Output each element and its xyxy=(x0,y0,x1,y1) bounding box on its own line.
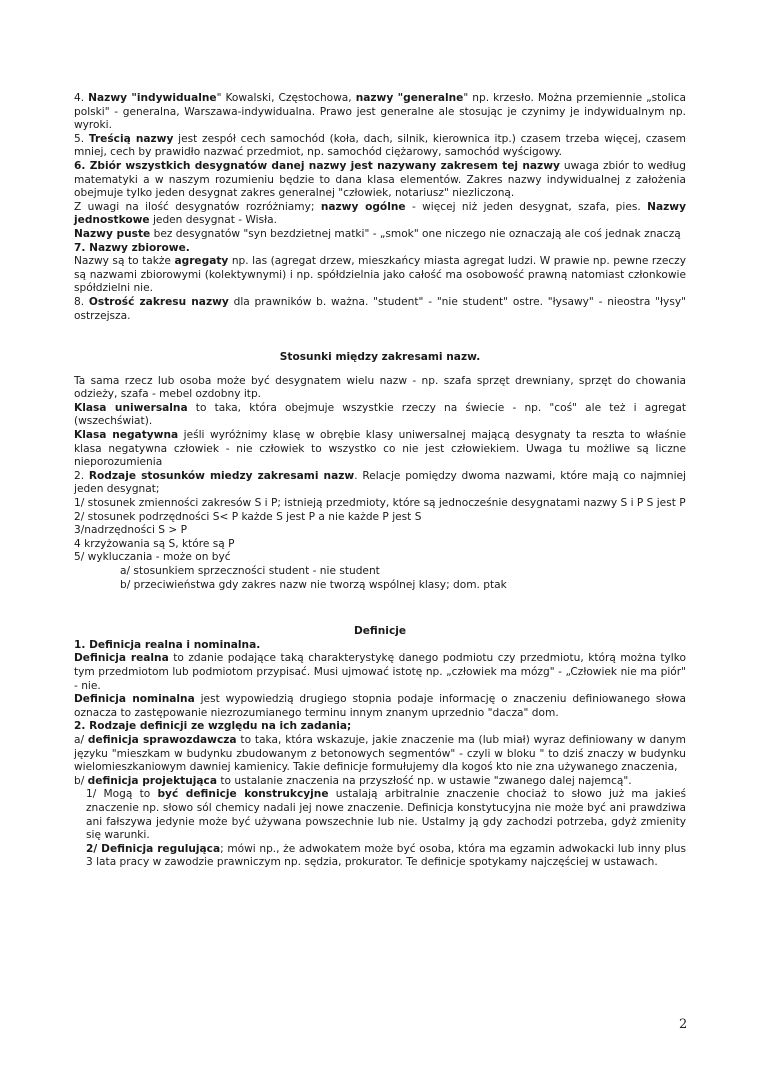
list-item: 2/ stosunek podrzędności S< P każde S jest P a nie każde P jest S xyxy=(74,510,422,523)
paragraph: b/ definicja projektująca to ustalanie znaczenia na przyszłość np. w ustawie "zwanego dalej najemcą". xyxy=(74,774,632,787)
list-item: 5/ wykluczania - może on być xyxy=(74,551,231,564)
document-page xyxy=(74,92,686,870)
subheading: 1. Definicja realna i nominalna. xyxy=(74,638,261,651)
subheading: 7. Nazwy zbiorowe. xyxy=(74,241,190,254)
paragraph: Z uwagi na ilość desygnatów rozróżniamy; nazwy ogólne - więcej niż jeden desygnat, szafa, pies. Nazwy jednostkowe jeden desygnat - Wisła. xyxy=(74,200,686,227)
paragraph: Nazwy są to także agregaty np. las (agregat drzew, mieszkańcy miasta agregat ludzi. W prawie np. pewne rzeczy są nazwami zbiorowymi (kolektywnymi) i np. spółdzielnia jako całość ma osobowość prawną natomiast członkowie spółdzielni nie. xyxy=(74,255,686,295)
list-subitem: a/ stosunkiem sprzeczności student - nie student xyxy=(120,565,380,577)
list-subitem: b/ przeciwieństwa gdy zakres nazw nie tworzą wspólnej klasy; dom. ptak xyxy=(120,578,507,591)
list-item: 1/ stosunek zmienności zakresów S i P; istnieją przedmioty, które są jednocześnie desygnatami nazwy S i P S jest P xyxy=(74,497,686,510)
paragraph: 1/ Mogą to być definicje konstrukcyjne ustalają arbitralnie znaczenie chociaż to słowo już ma jakieś znaczenie np. słowo sól chemicy nadali jej nowe znaczenie. Definicja konstytucyjna nie może być ani prawdziwa ani fałszywa jedynie może być używana powszechnie lub nie. Ustalmy ją gdy zachodzi potrzeba, gdyż zmienity się warunki. xyxy=(86,788,687,842)
list-item: 3/nadrzędności S > P xyxy=(74,524,187,537)
paragraph: Klasa negatywna jeśli wyróżnimy klasę w obrębie klasy uniwersalnej mającą desygnaty ta reszta to właśnie klasa negatywna człowiek - nie człowiek to wszystko co nie jest człowiekiem. Uwaga tu możliwe są liczne nieporozumienia xyxy=(74,429,686,469)
subheading: 2. Rodzaje definicji ze względu na ich zadania; xyxy=(74,720,352,733)
paragraph: 2/ Definicja regulująca; mówi np., że adwokatem może być osoba, która ma egzamin adwokacki lub inny plus 3 lata pracy w zawodzie prawniczym np. sędzia, prokurator. Te definicje spotykamy najczęściej w ustawach. xyxy=(86,842,686,869)
paragraph: Nazwy puste bez desygnatów "syn bezdzietnej matki" - „smok" one niczego nie oznaczają ale coś jednak znaczą xyxy=(74,227,681,240)
page-number: 2 xyxy=(679,1017,688,1032)
paragraph: Ta sama rzecz lub osoba może być desygnatem wielu nazw - np. szafa sprzęt drewniany, sprzęt do chowania odzieży, szafa - mebel ozdobny itp. xyxy=(74,374,686,401)
paragraph: Definicja realna to zdanie podające taką charakterystykę danego podmiotu czy przedmiotu, którą można tylko tym przedmiotom lub podmiotom przypisać. Musi ujmować istotę np. „człowiek ma mózg" - „Człowiek nie ma piór" - nie. xyxy=(74,652,686,692)
paragraph: a/ definicja sprawozdawcza to taka, która wskazuje, jakie znaczenie ma (lub miał) wyraz definiowany w danym języku "mieszkam w budynku zbudowanym z betonowych segmentów" - czyli w bloku " to dziś znaczy w budynku wielomieszkaniowym dawniej kamienicy. Takie definicje formułujemy dla kogoś kto nie zna używanego znaczenia, xyxy=(74,733,686,774)
paragraph: Definicja nominalna jest wypowiedzią drugiego stopnia podaje informację o znaczeniu definiowanego słowa oznacza to zastępowanie niezrozumianego terminu innym znanym uprzednio "dacza" dom. xyxy=(74,693,686,719)
section-heading: Stosunki między zakresami nazw. xyxy=(279,351,481,364)
section-heading: Definicje xyxy=(353,625,407,638)
paragraph: 2. Rodzaje stosunków miedzy zakresami nazw. Relacje pomiędzy dwoma nazwami, które mają co najmniej jeden desygnat; xyxy=(74,469,686,496)
paragraph: Klasa uniwersalna to taka, która obejmuje wszystkie rzeczy na świecie - np. "coś" ale też i agregat (wszechświat). xyxy=(74,401,686,428)
paragraph: 5. Treścią nazwy jest zespół cech samochód (koła, dach, silnik, kierownica itp.) czasem trzeba więcej, czasem mniej, cech by prawidło nazwać przedmiot, np. samochód ciężarowy, samochód wyścigowy. xyxy=(74,132,686,159)
paragraph: 6. Zbiór wszystkich desygnatów danej nazwy jest nazywany zakresem tej nazwy uwaga zbiór to według matematyki a w naszym rozumieniu będzie to dana klasa elementów. Zakres nazwy indywidualnej z założenia obejmuje tylko jeden desygnat zakres generalnej "człowiek, notariusz" niezliczoną. xyxy=(74,159,686,200)
paragraph: 8. Ostrość zakresu nazwy dla prawników b. ważna. "student" - "nie student" ostre. "łysawy" - nieostra "łysy" ostrzejsza. xyxy=(74,295,686,322)
list-item: 4 krzyżowania są S, które są P xyxy=(74,537,235,550)
paragraph: 4. Nazwy "indywidualne" Kowalski, Częstochowa, nazwy "generalne" np. krzesło. Można przemiennie „stolica polski" - generalna, Warszawa-indywidualna. Prawo jest generalne ale stosując je czynimy je indywidualnym np. wyroki. xyxy=(74,92,687,132)
